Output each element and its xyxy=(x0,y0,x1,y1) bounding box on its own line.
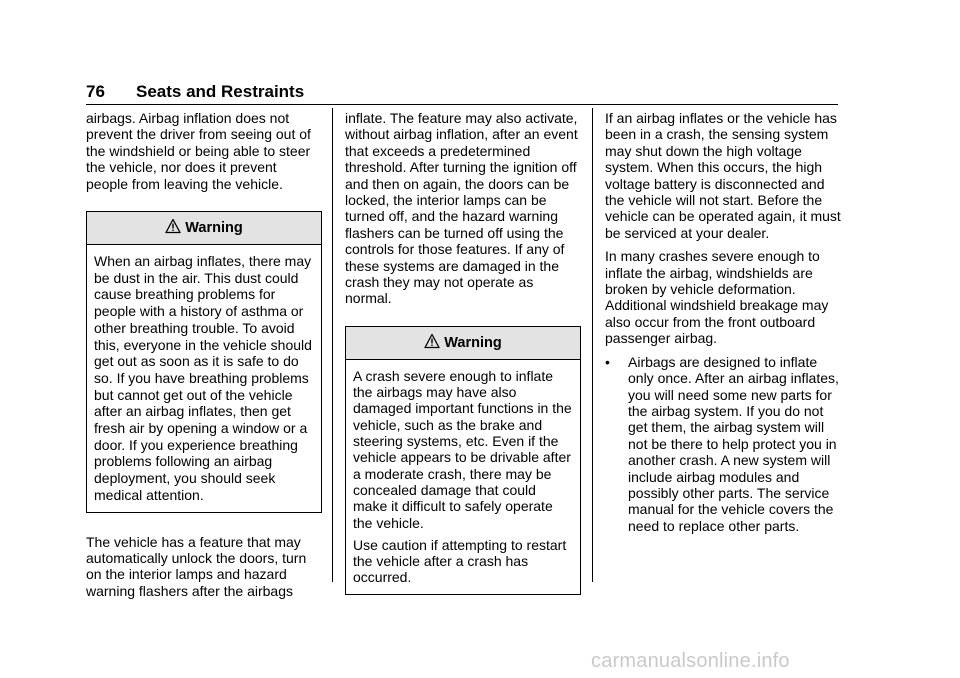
warning-triangle-icon xyxy=(424,333,440,349)
bullet-mark: • xyxy=(605,353,610,370)
warning-text: A crash severe enough to inflate the airbags may have also damaged important functions in the vehicle, such as the brake and steering systems, etc. Even if the vehicle appears to be drivable after a moderate crash, there may be concealed damage that could make it difficult to safely operate the vehicle. xyxy=(353,367,572,531)
bullet-text: Airbags are designed to inflate only once. After an airbag inflates, you will need some new parts for the airbag system. If you do not get them, the airbag system will not be there to help protect you in another crash. A new system will include airbag modules and possibly other parts. The service manual for the vehicle covers the need to replace other parts. xyxy=(628,353,839,534)
column-1 xyxy=(86,110,322,599)
warning-triangle-icon xyxy=(165,218,181,234)
warning-text: Use caution if attempting to restart the vehicle after a crash has occurred. xyxy=(353,536,567,586)
page-header xyxy=(86,82,304,102)
paragraph: In many crashes severe enough to inflate the airbag, windshields are broken by vehicle deformation. Additional windshield breakage may also occur from the front outboard passenger airbag. xyxy=(605,248,829,347)
watermark: carmanualsonline.info xyxy=(591,650,790,672)
warning-header xyxy=(87,212,321,245)
column-divider xyxy=(592,108,593,582)
list-item xyxy=(605,354,841,534)
warning-text: When an airbag inflates, there may be dust in the air. This dust could cause breathing problems for people with a history of asthma or other breathing trouble. To avoid this, everyone in the vehicle should get out as soon as it is safe to do so. If you have breathing problems but cannot get out of the vehicle after an airbag inflates, then get fresh air by opening a window or a door. If you experience breathing problems following an airbag deployment, you should seek medical attention. xyxy=(94,253,312,503)
paragraph: inflate. The feature may also activate, without airbag inflation, after an event that exceeds a predetermined threshold. After turning the ignition off and then on again, the doors can be locked, the interior lamps can be turned off, and the hazard warning flashers can be turned off using the controls for those features. If any of these systems are damaged in the crash they may not operate as normal. xyxy=(345,110,578,307)
column-3 xyxy=(605,110,841,534)
warning-box xyxy=(86,211,322,513)
section-title: Seats and Restraints xyxy=(136,82,305,101)
warning-title: Warning xyxy=(444,334,502,351)
warning-header xyxy=(346,327,580,360)
warning-box xyxy=(345,326,581,595)
page-number: 76 xyxy=(86,82,105,101)
paragraph: If an airbag inflates or the vehicle has been in a crash, the sensing system may shut down the high voltage system. When this occurs, the high voltage battery is disconnected and the vehicle will not start. Before the vehicle can be operated again, it must be serviced at your dealer. xyxy=(605,110,841,241)
paragraph: airbags. Airbag inflation does not prevent the driver from seeing out of the windshield or being able to steer the vehicle, nor does it prevent people from leaving the vehicle. xyxy=(86,110,311,192)
column-2 xyxy=(345,110,581,595)
paragraph: The vehicle has a feature that may automatically unlock the doors, turn on the interior lamps and hazard warning flashers after the airbags xyxy=(86,533,307,599)
column-divider xyxy=(332,108,333,582)
header-rule xyxy=(86,104,838,105)
warning-title: Warning xyxy=(185,219,243,236)
